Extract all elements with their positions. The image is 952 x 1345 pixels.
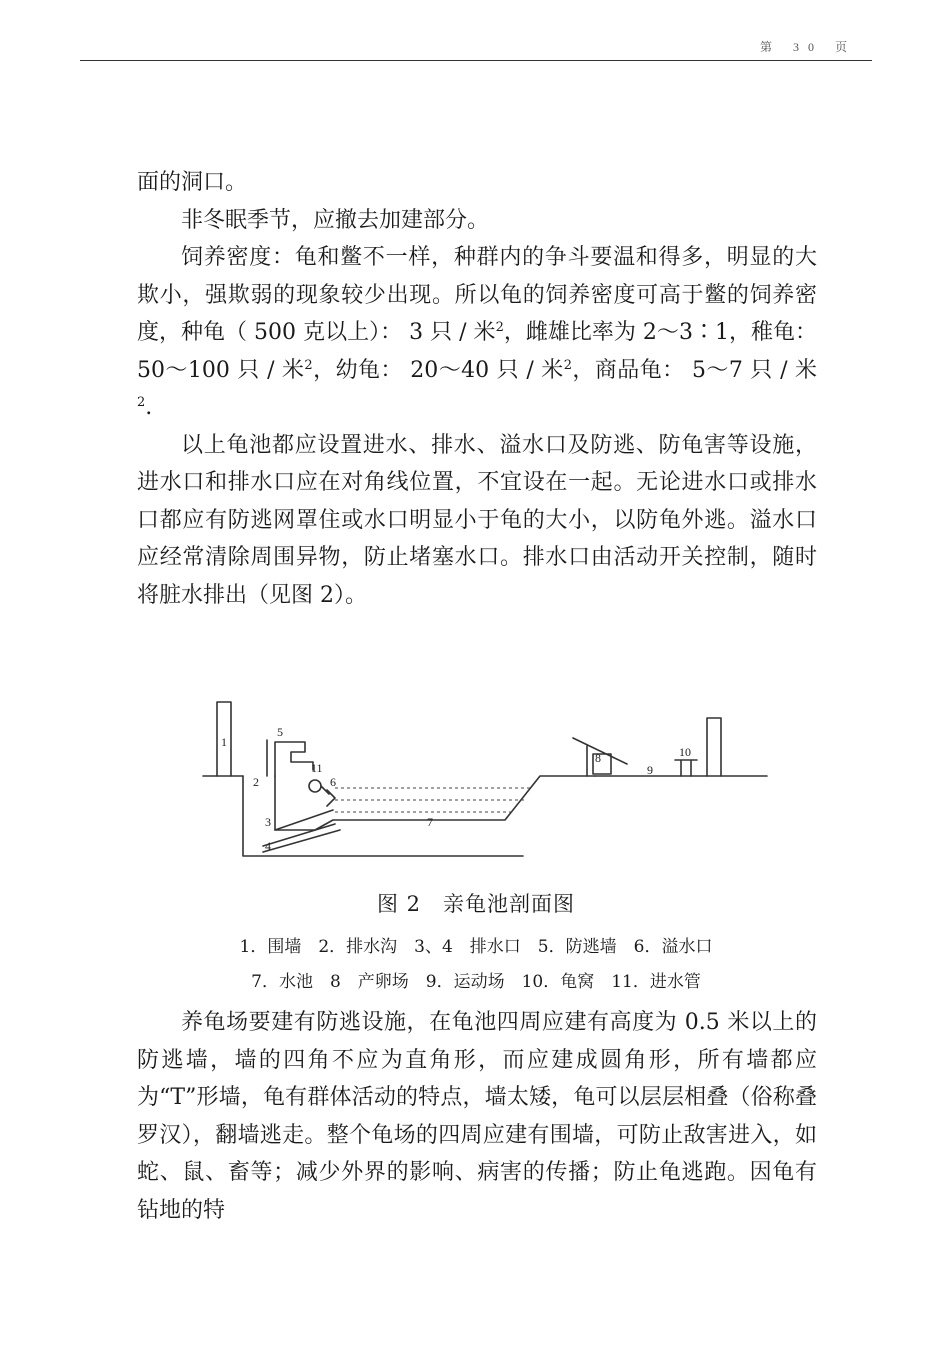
paragraph-3-text-d: ，商品龟： 5～7 只 / 米 (571, 357, 817, 383)
paragraph-3-text-a: 饲养密度：龟和鳖不一样，种群内的争斗要温和得多，明显的大欺小，强欺弱的现象较少出现。所以龟的饲养密度可高于鳖的饲养密度，种龟（ 500 克以上）： 3 只 / 米 (137, 245, 817, 345)
inlet-pipe (309, 780, 321, 792)
body-text-bottom (137, 1004, 817, 1229)
pool-bottom (275, 776, 595, 830)
paragraph-3-text-e: . (145, 395, 153, 420)
fig-label-8: 8 (595, 751, 601, 765)
page-number: 第 30 页 (760, 40, 857, 54)
paragraph-3-text-c: ，幼龟： 20～40 只 / 米 (312, 357, 564, 383)
drain-pipe-4-lower (263, 830, 340, 852)
fig-label-10: 10 (679, 745, 691, 759)
right-wall (707, 718, 721, 776)
paragraph-3 (137, 239, 817, 427)
superscript-1: 2 (495, 320, 504, 335)
figure-caption: 图 2 亲龟池剖面图 (376, 892, 576, 916)
fig-label-4: 4 (265, 839, 271, 853)
figure-legend-line-1: 1．围墙 2．排水沟 3、4 排水口 5．防逃墙 6．溢水口 (239, 937, 713, 957)
fig-label-2: 2 (253, 775, 259, 789)
turtle-nest (675, 760, 697, 776)
fig-label-6: 6 (330, 775, 336, 789)
fig-label-1: 1 (221, 735, 227, 749)
fig-label-5: 5 (277, 725, 283, 739)
fig-label-11: 11 (311, 761, 323, 775)
paragraph-3-text-b: ，雌雄比率为 2～3∶1，稚龟： 50～100 只 / 米 (137, 320, 817, 383)
fig-label-7: 7 (427, 815, 433, 829)
fig-label-3: 3 (265, 815, 271, 829)
escape-wall (275, 742, 313, 776)
paragraph-2: 非冬眠季节，应撤去加建部分。 (181, 207, 490, 233)
pond-cross-section-figure (195, 690, 775, 880)
fig-label-9: 9 (647, 763, 653, 777)
paragraph-5: 养龟场要建有防逃设施，在龟池四周应建有高度为 0.5 米以上的防逃墙，墙的四角不应为直角形，而应建成圆角形，所有墙都应为“T”形墙，龟有群体活动的特点，墙太矮，龟可以层层相叠（俗称叠罗汉），翻墙逃走。整个龟场的四周应建有围墙，可防止敌害进入，如蛇、鼠、畜等；减少外界的影响、病害的传播；防止龟逃跑。因龟有钻地的特 (137, 1010, 817, 1223)
superscript-3: 2 (563, 357, 572, 373)
paragraph-1: 面的洞口。 (137, 170, 248, 195)
pond-cross-section-diagram (195, 690, 775, 880)
superscript-2: 2 (304, 357, 313, 373)
body-text-top (137, 164, 817, 614)
figure-legend-line-2: 7．水池 8 产卵场 9．运动场 10．龟窝 11．进水管 (251, 972, 701, 992)
header-rule (80, 60, 872, 61)
superscript-4: 2 (137, 395, 146, 410)
paragraph-4: 以上龟池都应设置进水、排水、溢水口及防逃、防龟害等设施，进水口和排水口应在对角线位置，不宜设在一起。无论进水口或排水口都应有防逃网罩住或水口明显小于龟的大小，以防龟外逃。溢水口应经常清除周围异物，防止堵塞水口。排水口由活动开关控制，随时将脏水排出（见图 2）。 (137, 432, 817, 608)
